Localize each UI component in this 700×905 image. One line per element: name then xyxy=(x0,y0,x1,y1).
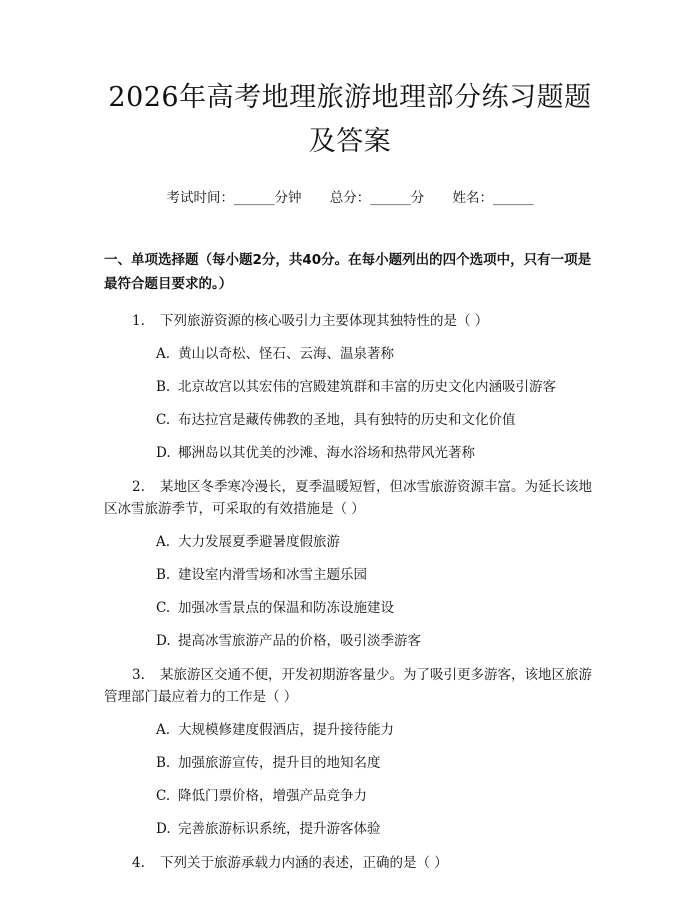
answer-option xyxy=(156,630,596,652)
question-stem xyxy=(104,310,596,332)
exam-time xyxy=(166,190,301,206)
question-number: 1. xyxy=(132,313,145,329)
exam-name-blank: ______ xyxy=(493,190,534,206)
question-text: 下列关于旅游承载力内涵的表述，正确的是（ ） xyxy=(160,855,448,871)
exam-score-unit: 分 xyxy=(410,190,425,206)
option-letter: B. xyxy=(156,379,171,395)
question-stem xyxy=(104,852,596,874)
section-heading: 一、单项选择题（每小题2分，共40分。在每小题列出的四个选项中，只有一项是最符合题目要求的。） xyxy=(104,252,592,292)
option-text: 黄山以奇松、怪石、云海、温泉著称 xyxy=(178,346,394,362)
answer-option xyxy=(156,343,596,365)
answer-option xyxy=(156,785,596,807)
question-number: 2. xyxy=(132,479,145,495)
question-number: 4. xyxy=(132,855,145,871)
option-text: 大力发展夏季避暑度假旅游 xyxy=(178,534,340,550)
option-letter: B. xyxy=(156,567,171,583)
option-letter: D. xyxy=(156,445,171,461)
option-text: 布达拉宫是藏传佛教的圣地，具有独特的历史和文化价值 xyxy=(178,412,516,428)
question-stem xyxy=(104,476,596,520)
option-letter: A. xyxy=(156,346,171,362)
option-text: 椰洲岛以其优美的沙滩、海水浴场和热带风光著称 xyxy=(178,445,475,461)
answer-option xyxy=(156,719,596,741)
option-letter: C. xyxy=(156,600,171,616)
question-text: 某地区冬季寒冷漫长，夏季温暖短暂，但冰雪旅游资源丰富。为延长该地区冰雪旅游季节，可采取的有效措施是（ ） xyxy=(104,479,592,517)
exam-name-label: 姓名： xyxy=(452,190,494,206)
exam-time-blank: ______ xyxy=(233,190,275,206)
option-letter: C. xyxy=(156,788,171,804)
option-text: 降低门票价格，增强产品竞争力 xyxy=(178,788,367,804)
answer-option xyxy=(156,442,596,464)
option-text: 加强冰雪景点的保温和防冻设施建设 xyxy=(178,600,394,616)
answer-option xyxy=(156,597,596,619)
option-letter: A. xyxy=(156,534,171,550)
exam-name xyxy=(453,190,534,206)
question-stem xyxy=(104,664,596,708)
question-text: 某旅游区交通不便，开发初期游客量少。为了吸引更多游客，该地区旅游管理部门最应着力的工作是（ ） xyxy=(104,667,592,705)
option-letter: A. xyxy=(156,722,171,738)
question-number: 3. xyxy=(132,667,145,683)
exam-score-blank: ______ xyxy=(370,190,411,206)
option-letter: D. xyxy=(156,821,171,837)
option-text: 建设室内滑雪场和冰雪主题乐园 xyxy=(178,567,367,583)
question-list xyxy=(104,310,596,874)
answer-option xyxy=(156,409,596,431)
exam-time-label: 考试时间： xyxy=(166,190,234,206)
option-text: 北京故宫以其宏伟的宫殿建筑群和丰富的历史文化内涵吸引游客 xyxy=(178,379,556,395)
answer-option xyxy=(156,531,596,553)
exam-score-label: 总分： xyxy=(329,190,371,206)
option-text: 提高冰雪旅游产品的价格，吸引淡季游客 xyxy=(178,633,421,649)
option-letter: B. xyxy=(156,755,171,771)
exam-meta xyxy=(104,186,596,206)
option-letter: D. xyxy=(156,633,171,649)
document-title: 2026年高考地理旅游地理部分练习题题及答案 xyxy=(108,82,592,157)
exam-score xyxy=(330,190,425,206)
option-letter: C. xyxy=(156,412,171,428)
exam-time-unit: 分钟 xyxy=(274,190,302,206)
answer-option xyxy=(156,752,596,774)
answer-option xyxy=(156,818,596,840)
question-text: 下列旅游资源的核心吸引力主要体现其独特性的是（ ） xyxy=(160,313,489,329)
answer-option xyxy=(156,564,596,586)
answer-option xyxy=(156,376,596,398)
option-text: 大规模修建度假酒店，提升接待能力 xyxy=(178,722,394,738)
option-text: 加强旅游宣传，提升目的地知名度 xyxy=(178,755,381,771)
option-text: 完善旅游标识系统，提升游客体验 xyxy=(178,821,381,837)
